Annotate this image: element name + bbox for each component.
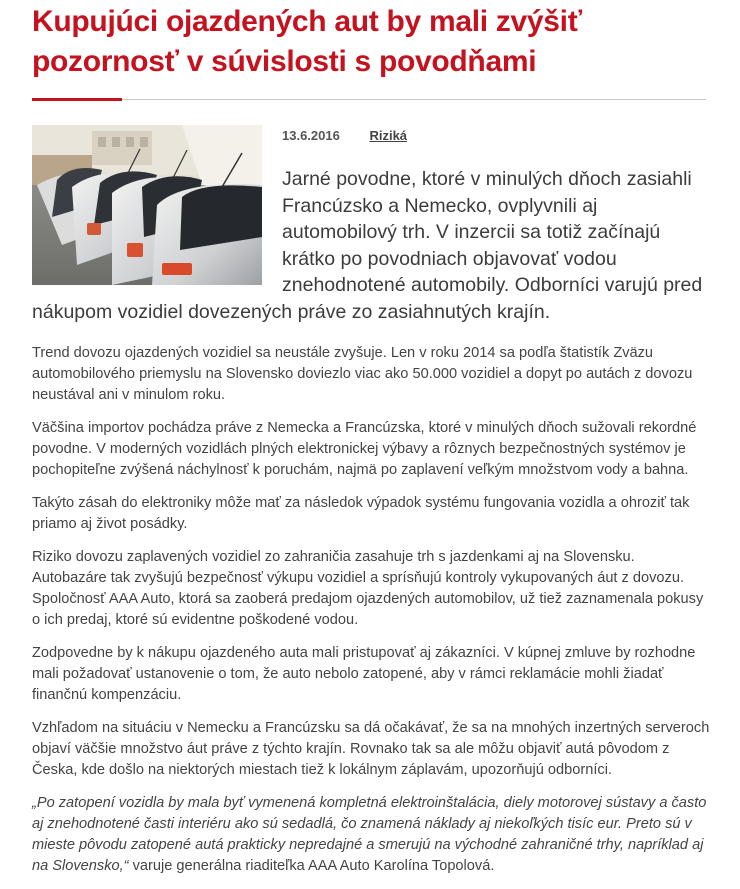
body-paragraph: Takýto zásah do elektroniky môže mať za následok výpadok systému fungovania vozidla a ohroziť tak priamo aj život posádky. bbox=[32, 495, 690, 532]
title-divider bbox=[32, 99, 706, 100]
body-paragraph: Zodpovedne by k nákupu ojazdeného auta mali pristupovať aj zákazníci. V kúpnej zmluve by rozhodne mali požadovať ustanovenie o tom, že auto nebolo zatopené, aby v rámci reklamácie mohli žiadať finančnú kompenzáciu. bbox=[32, 645, 696, 703]
body-paragraph: Väčšina importov pochádza práve z Nemecka a Francúzska, ktoré v minulých dňoch sužovali rekordné povodne. V moderných vozidlách plných elektronickej výbavy a rôznych bezpečnostných systémov je pochopiteľne zvýšená náchylnosť k poruchám, najmä po zaplavení veľkým množstvom vody a bahna. bbox=[32, 420, 697, 478]
quote-text: „Po zatopení vozidla by mala byť vymenená kompletná elektroinštalácia, diely motorovej sústavy a často aj znehodnotené časti interiéru ako sú sedadlá, čo znamená náklady aj niekoľkých tisíc eur. Preto sú v mieste pôvodu zatopené autá prakticky nepredajné a smerujú na východné zahraničné trhy, napríklad aj na Slovensko,“ bbox=[32, 795, 707, 874]
title-divider-accent bbox=[32, 98, 122, 101]
article-category-link[interactable]: Riziká bbox=[369, 128, 408, 143]
lead-float-spacer bbox=[32, 166, 282, 284]
body-paragraph: Vzhľadom na situáciu v Nemecku a Francúzsku sa dá očakávať, že sa na mnohých inzertných serveroch objaví väčšie množstvo áut práve z týchto krajín. Rovnako tak sa ale môžu objaviť autá pôvodom z Česka, kde došlo na niektorých miestach tiež k lokálnym záplavám, upozorňujú odborníci. bbox=[32, 720, 710, 778]
article-body bbox=[32, 343, 712, 889]
body-paragraph: Riziko dovozu zaplavených vozidiel zo zahraničia zasahuje trh s jazdenkami aj na Slovensku. Autobazáre tak zvyšujú bezpečnosť výkupu vozidiel a sprísňujú kontroly vykupovaných áut z dovozu. Spoločnosť AAA Auto, ktorá sa zaoberá predajom ojazdených automobilov, už tiež zaznamenala pokusy o ich predaj, ktoré sú evidentne poškodené vodou. bbox=[32, 549, 704, 628]
quote-attribution: varuje generálna riaditeľka AAA Auto Karolína Topolová. bbox=[128, 858, 495, 874]
lead-text: Jarné povodne, ktoré v minulých dňoch zasiahli Francúzsko a Nemecko, ovplyvnili aj automobilový trh. V inzercii sa totiž začínajú krátko po povodniach objavovať vodou znehodnotené automobily. Odborníci varujú pred nákupom vozidiel dovezených práve zo zasiahnutých krajín. bbox=[32, 168, 703, 323]
body-paragraph: Trend dovozu ojazdených vozidiel sa neustále zvyšuje. Len v roku 2014 sa podľa štatistík Zväzu automobilového priemyslu na Slovensko doviezlo viac ako 50.000 vozidiel a dopyt po autách z dovozu neustával ani v minulom roku. bbox=[32, 345, 693, 403]
body-quote bbox=[32, 793, 712, 877]
article-lead bbox=[32, 166, 712, 325]
article-meta bbox=[282, 128, 407, 143]
article-title: Kupujúci ojazdených aut by mali zvýšiť pozornosť v súvislosti s povodňami bbox=[32, 5, 582, 78]
article-date: 13.6.2016 bbox=[282, 128, 340, 143]
